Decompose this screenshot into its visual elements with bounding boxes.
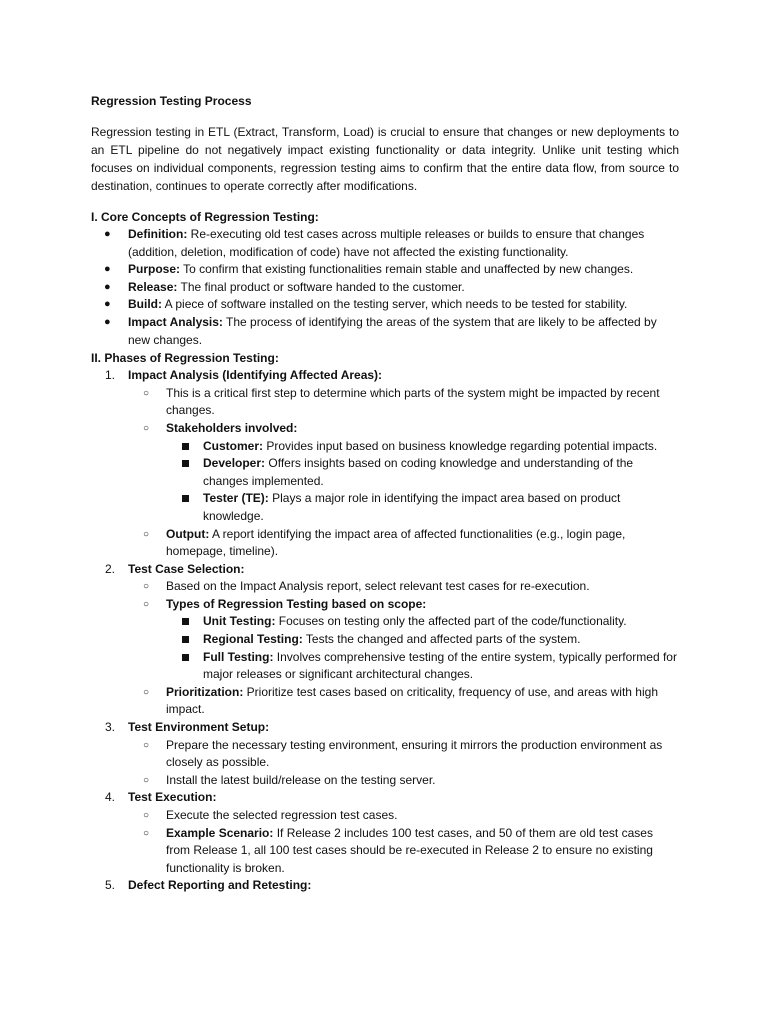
document-title: Regression Testing Process [91, 94, 252, 108]
phase-5: 5. Defect Reporting and Retesting: [105, 878, 312, 893]
circle-bullet-icon: ○ [143, 598, 150, 610]
list-item: ○ Execute the selected regression test cases. [91, 807, 679, 825]
circle-bullet-icon: ○ [143, 422, 150, 434]
list-item: Unit Testing: Focuses on testing only the affected part of the code/functionality. [91, 613, 679, 631]
square-bullet-icon [182, 618, 189, 625]
circle-bullet-icon: ○ [143, 387, 150, 399]
bullet-icon: ● [104, 228, 111, 240]
phase-1: 1. Impact Analysis (Identifying Affected Areas): [105, 368, 383, 383]
document-page [91, 92, 679, 895]
list-item: ● Purpose: To confirm that existing functionalities remain stable and unaffected by new changes. [91, 261, 679, 279]
phases-heading: II. Phases of Regression Testing: [91, 351, 279, 366]
phase-4: 4. Test Execution: [105, 790, 217, 805]
list-item: Developer: Offers insights based on coding knowledge and understanding of the changes implemented. [91, 455, 679, 490]
list-item: ○ Prioritization: Prioritize test cases based on criticality, frequency of use, and areas with high impact. [143, 684, 658, 717]
list-item: ○ Prepare the necessary testing environment, ensuring it mirrors the production environment as closely as possible. [143, 737, 663, 770]
intro-paragraph: Regression testing in ETL (Extract, Transform, Load) is crucial to ensure that changes or new deployments to an ETL pipeline do not negatively impact existing functionality or data integrity. Unlike unit testing which focuses on individual components, regression testing aims to confirm that the entire data flow, from source to destination, continues to operate correctly after modifications. [91, 125, 679, 193]
bullet-icon: ● [104, 263, 111, 276]
square-bullet-icon [182, 654, 189, 661]
list-item: Regional Testing: Tests the changed and affected parts of the system. [91, 631, 679, 649]
core-concepts-heading: I. Core Concepts of Regression Testing: [91, 210, 319, 224]
circle-bullet-icon: ○ [143, 810, 150, 821]
circle-bullet-icon: ○ [143, 739, 150, 751]
list-item: Full Testing: Involves comprehensive testing of the entire system, typically performed for major releases or significant architectural changes. [91, 649, 679, 684]
bullet-icon: ● [104, 298, 111, 311]
list-item: ○ Output: A report identifying the impact area of affected functionalities (e.g., login page, homepage, timeline). [143, 526, 626, 559]
list-item: ● Release: The final product or software handed to the customer. [91, 279, 679, 297]
list-item: ● Build: A piece of software installed on the testing server, which needs to be tested for stability. [91, 296, 679, 314]
phase-2: 2. Test Case Selection: [105, 561, 245, 576]
list-item: Customer: Provides input based on business knowledge regarding potential impacts. [91, 438, 679, 456]
square-bullet-icon [182, 443, 189, 450]
list-item: ○ Based on the Impact Analysis report, select relevant test cases for re-execution. [91, 578, 679, 596]
bullet-icon: ● [104, 280, 111, 293]
circle-bullet-icon: ○ [143, 581, 150, 593]
list-item: ○ Stakeholders involved: [91, 420, 679, 438]
square-bullet-icon [182, 636, 189, 643]
circle-bullet-icon: ○ [143, 528, 150, 540]
list-item: ○ Install the latest build/release on the testing server. [91, 772, 679, 790]
list-item: ○ Example Scenario: If Release 2 includes 100 test cases, and 50 of them are old test cases from Release 1, all 100 test cases should be re-executed in Release 2 to ensure no existing functionality is broken. [143, 825, 653, 875]
phase-3: 3. Test Environment Setup: [105, 720, 270, 735]
square-bullet-icon [182, 495, 189, 502]
square-bullet-icon [182, 460, 189, 467]
list-item: ● Impact Analysis: The process of identifying the areas of the system that are likely to be affected by new changes. [104, 314, 657, 347]
list-item: ○ This is a critical first step to determine which parts of the system might be impacted by recent changes. [143, 385, 660, 418]
bullet-icon: ● [104, 315, 111, 328]
circle-bullet-icon: ○ [143, 827, 150, 839]
list-item: ○ Types of Regression Testing based on scope: [91, 596, 679, 614]
circle-bullet-icon: ○ [143, 686, 150, 698]
list-item: Tester (TE): Plays a major role in identifying the impact area based on product knowledge. [91, 490, 679, 525]
circle-bullet-icon: ○ [143, 774, 150, 786]
list-item: ● Definition: Re-executing old test cases across multiple releases or builds to ensure that changes (addition, deletion, modification of code) have not affected the existing functionality. [104, 227, 645, 259]
